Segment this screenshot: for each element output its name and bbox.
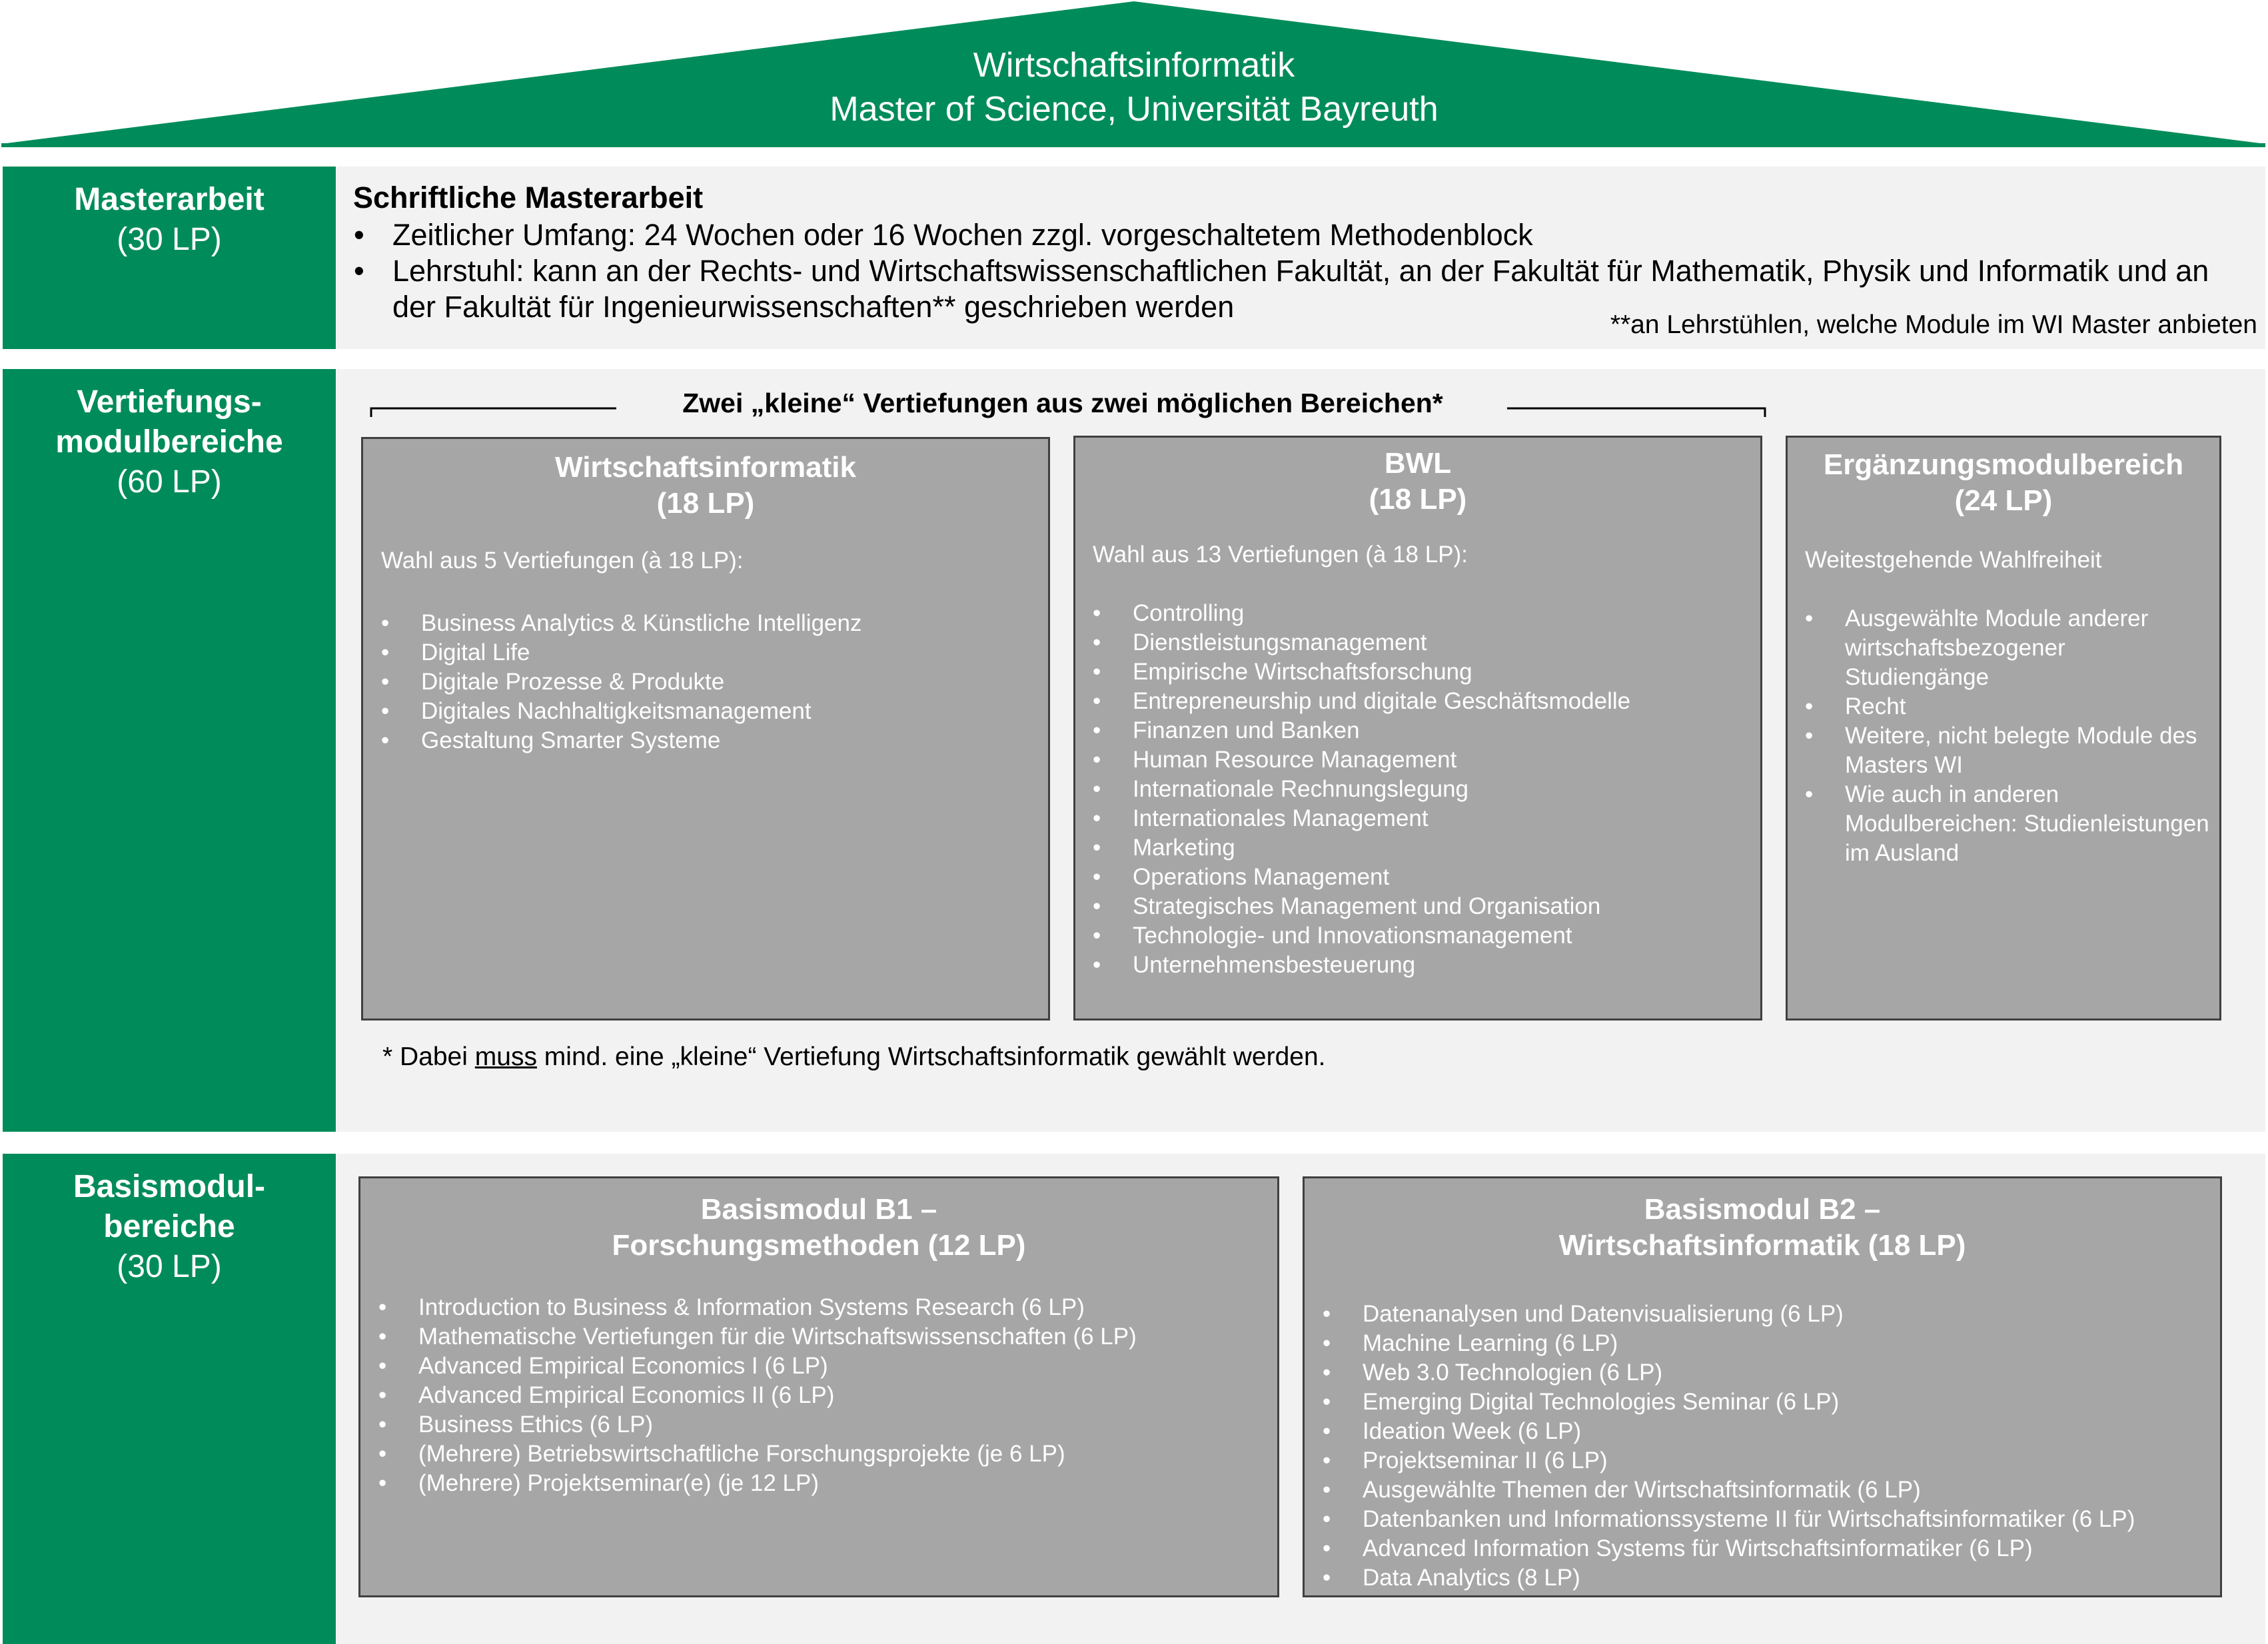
list-item: • Business Analytics & Künstliche Intelligenz xyxy=(381,609,1048,638)
list-item: • Emerging Digital Technologies Seminar (6 LP) xyxy=(1323,1388,2220,1417)
list-item: • Marketing xyxy=(1093,833,1760,863)
list-item: • Advanced Empirical Economics I (6 LP) xyxy=(378,1352,1277,1381)
list-item: • Mathematische Vertiefungen für die Wirtschaftswissenschaften (6 LP) xyxy=(378,1322,1277,1352)
wi-vertiefung-box xyxy=(361,437,1050,1021)
list-item: • Wie auch in anderen Modulbereichen: Studienleistungen im Ausland xyxy=(1805,780,2211,868)
masterarbeit-lp: (30 LP) xyxy=(117,222,222,257)
bracket-label: Zwei „kleine“ Vertiefungen aus zwei möglichen Bereichen* xyxy=(682,388,1443,418)
b2-title-line1: Basismodul B2 – xyxy=(1644,1193,1881,1226)
erg-intro: Weitestgehende Wahlfreiheit xyxy=(1805,547,2102,573)
list-item: • Datenanalysen und Datenvisualisierung (6 LP) xyxy=(1323,1300,2220,1329)
b1-list xyxy=(378,1293,1277,1498)
masterarbeit-footnote: **an Lehrstühlen, welche Module im WI Master anbieten xyxy=(1610,310,2257,339)
basis-label-line1: Basismodul- xyxy=(73,1169,266,1204)
list-item: • Internationale Rechnungslegung xyxy=(1093,775,1760,804)
erg-lp: (24 LP) xyxy=(1954,484,2053,517)
wi-title: Wirtschaftsinformatik xyxy=(555,451,856,484)
program-title: Wirtschaftsinformatik xyxy=(973,46,1295,85)
list-item: • Weitere, nicht belegte Module des Masters WI xyxy=(1805,721,2211,780)
list-item: • Lehrstuhl: kann an der Rechts- und Wirtschaftswissenschaftlichen Fakultät, an der Fakultät für Mathematik, Physik und Informatik und an der Fakultät für Ingenieurwissenschaften** geschrieben werden xyxy=(351,253,2230,325)
list-item: • Introduction to Business & Information Systems Research (6 LP) xyxy=(378,1293,1277,1322)
list-item: • Unternehmensbesteuerung xyxy=(1093,951,1760,980)
list-item: • Operations Management xyxy=(1093,863,1760,892)
list-item: • Ideation Week (6 LP) xyxy=(1323,1417,2220,1446)
ergaenzung-box xyxy=(1786,436,2221,1021)
vertiefung-label-box xyxy=(3,369,336,1132)
masterarbeit-label: Masterarbeit xyxy=(74,182,265,217)
list-item: • Digital Life xyxy=(381,638,1048,667)
basis-label-box xyxy=(3,1154,336,1644)
list-item: • Recht xyxy=(1805,692,2211,721)
vertiefung-label-line2: modulbereiche xyxy=(55,424,283,460)
list-item: • Ausgewählte Module anderer wirtschaftsbezogener Studiengänge xyxy=(1805,604,2211,692)
b2-list xyxy=(1323,1300,2220,1593)
list-item: • Empirische Wirtschaftsforschung xyxy=(1093,657,1760,687)
list-item: • Strategisches Management und Organisation xyxy=(1093,892,1760,921)
erg-list xyxy=(1805,604,2211,868)
list-item: • Machine Learning (6 LP) xyxy=(1323,1329,2220,1358)
bwl-title: BWL xyxy=(1384,447,1452,480)
list-item: • Internationales Management xyxy=(1093,804,1760,833)
program-subtitle: Master of Science, Universität Bayreuth xyxy=(830,90,1438,129)
list-item: • Dienstleistungsmanagement xyxy=(1093,628,1760,657)
b2-title-line2: Wirtschaftsinformatik (18 LP) xyxy=(1558,1229,1966,1262)
b1-title-line2: Forschungsmethoden (12 LP) xyxy=(612,1229,1026,1262)
list-item: • Digitale Prozesse & Produkte xyxy=(381,667,1048,697)
basismodul-b1-box xyxy=(358,1176,1279,1597)
list-item: • Business Ethics (6 LP) xyxy=(378,1410,1277,1439)
basis-lp: (30 LP) xyxy=(117,1249,222,1284)
list-item: • Advanced Information Systems für Wirtschaftsinformatiker (6 LP) xyxy=(1323,1534,2220,1563)
vertiefung-lp: (60 LP) xyxy=(117,464,222,500)
bwl-list xyxy=(1093,599,1760,980)
bwl-vertiefung-box xyxy=(1073,436,1762,1021)
vertiefung-label-line1: Vertiefungs- xyxy=(77,384,262,420)
list-item: • Technologie- und Innovationsmanagement xyxy=(1093,921,1760,951)
masterarbeit-label-box xyxy=(3,167,336,349)
b1-title-line1: Basismodul B1 – xyxy=(700,1193,937,1226)
wi-lp: (18 LP) xyxy=(656,487,755,520)
list-item: • Human Resource Management xyxy=(1093,745,1760,775)
list-item: • (Mehrere) Projektseminar(e) (je 12 LP) xyxy=(378,1469,1277,1498)
list-item: • Zeitlicher Umfang: 24 Wochen oder 16 Wochen zzgl. vorgeschaltetem Methodenblock xyxy=(351,217,2230,253)
vertiefung-footnote: * Dabei muss mind. eine „kleine“ Vertiefung Wirtschaftsinformatik gewählt werden. xyxy=(382,1042,1326,1071)
masterarbeit-content xyxy=(336,167,2265,349)
list-item: • Controlling xyxy=(1093,599,1760,628)
basismodul-b2-box xyxy=(1303,1176,2222,1597)
masterarbeit-title: Schriftliche Masterarbeit xyxy=(353,181,704,214)
list-item: • Entrepreneurship und digitale Geschäftsmodelle xyxy=(1093,687,1760,716)
list-item: • (Mehrere) Betriebswirtschaftliche Forschungsprojekte (je 6 LP) xyxy=(378,1439,1277,1469)
list-item: • Ausgewählte Themen der Wirtschaftsinformatik (6 LP) xyxy=(1323,1475,2220,1505)
list-item: • Gestaltung Smarter Systeme xyxy=(381,726,1048,755)
list-item: • Data Analytics (8 LP) xyxy=(1323,1563,2220,1593)
list-item: • Projektseminar II (6 LP) xyxy=(1323,1446,2220,1475)
erg-title: Ergänzungsmodulbereich xyxy=(1823,448,2184,481)
wi-intro: Wahl aus 5 Vertiefungen (à 18 LP): xyxy=(381,548,744,574)
list-item: • Digitales Nachhaltigkeitsmanagement xyxy=(381,697,1048,726)
list-item: • Advanced Empirical Economics II (6 LP) xyxy=(378,1381,1277,1410)
list-item: • Datenbanken und Informationssysteme II für Wirtschaftsinformatiker (6 LP) xyxy=(1323,1505,2220,1534)
list-item: • Finanzen und Banken xyxy=(1093,716,1760,745)
basis-label-line2: bereiche xyxy=(103,1209,235,1244)
bwl-lp: (18 LP) xyxy=(1369,483,1467,516)
wi-list xyxy=(381,609,1048,755)
bwl-intro: Wahl aus 13 Vertiefungen (à 18 LP): xyxy=(1093,542,1468,568)
list-item: • Web 3.0 Technologien (6 LP) xyxy=(1323,1358,2220,1388)
